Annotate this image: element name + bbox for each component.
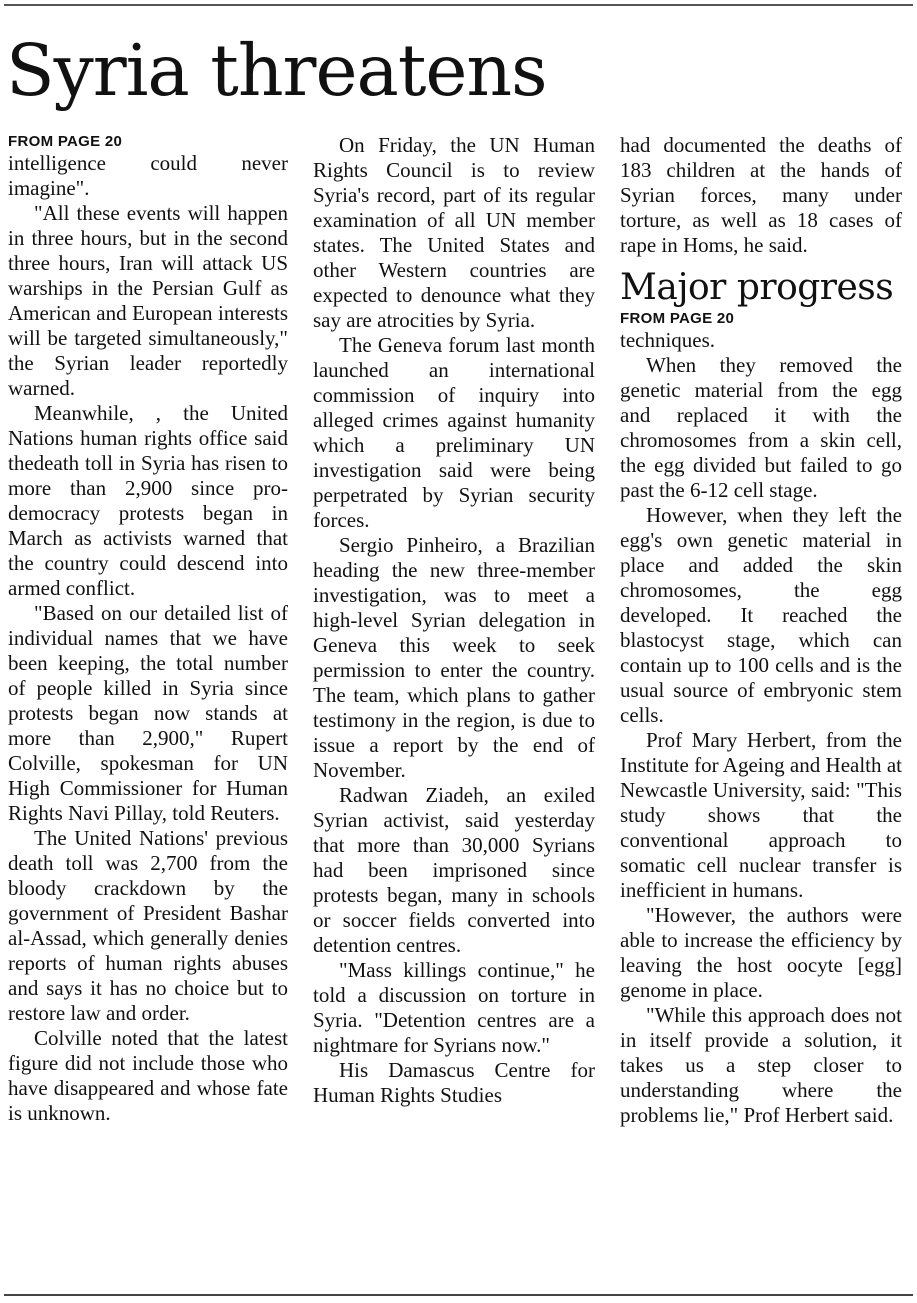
paragraph: The United Nations' previous death toll was 2,700 from the bloody crackdown by the government of President Bashar al-Assad, which generally denies reports of human rights abuses and says it has no choice but to restore law and order. bbox=[8, 826, 288, 1025]
continued-from-label: FROM PAGE 20 bbox=[8, 133, 123, 150]
paragraph: "All these events will happen in three hours, but in the second three hours, Iran will attack US warships in the Persian Gulf as American and European interests will be targeted simultaneously," the Syrian leader reportedly warned. bbox=[8, 201, 288, 400]
paragraph: "However, the authors were able to increase the efficiency by leaving the host oocyte [egg] genome in place. bbox=[620, 903, 902, 1002]
paragraph: "Mass killings continue," he told a discussion on torture in Syria. "Detention centres are a nightmare for Syrians now." bbox=[313, 958, 595, 1057]
paragraph: Colville noted that the latest figure did not include those who have disappeared and whose fate is unknown. bbox=[8, 1026, 288, 1125]
paragraph: When they removed the genetic material from the egg and replaced it with the chromosomes from a skin cell, the egg divided but failed to go past the 6-12 cell stage. bbox=[620, 353, 902, 502]
top-rule bbox=[4, 4, 913, 6]
paragraph: Prof Mary Herbert, from the Institute for Ageing and Health at Newcastle University, said: "This study shows that the conventional approach to somatic cell nuclear transfer is inefficient in humans. bbox=[620, 728, 902, 902]
column-2 bbox=[313, 133, 595, 1108]
paragraph: His Damascus Centre for Human Rights Studies bbox=[313, 1058, 595, 1107]
subheadline: Major progress bbox=[620, 267, 894, 308]
paragraph: intelligence could never imagine". bbox=[8, 151, 288, 200]
paragraph: Sergio Pinheiro, a Brazilian heading the new three-member investigation, was to meet a high-level Syrian delegation in Geneva this week to seek permission to enter the country. The team, which plans to gather testimony in the region, is due to issue a report by the end of November. bbox=[313, 533, 595, 782]
column-3 bbox=[620, 133, 902, 1128]
paragraph: techniques. bbox=[620, 328, 716, 352]
paragraph: Meanwhile, , the United Nations human rights office said thedeath toll in Syria has risen to more than 2,900 since pro-democracy protests began in March as activists warned that the country could descend into armed conflict. bbox=[8, 401, 288, 600]
paragraph: "While this approach does not in itself provide a solution, it takes us a step closer to understanding where the problems lie," Prof Herbert said. bbox=[620, 1003, 902, 1127]
paragraph: "Based on our detailed list of individual names that we have been keeping, the total number of people killed in Syria since protests began now stands at more than 2,900," Rupert Colville, spokesman for UN High Commissioner for Human Rights Navi Pillay, told Reuters. bbox=[8, 601, 288, 825]
paragraph: The Geneva forum last month launched an international commission of inquiry into alleged crimes against humanity which a preliminary UN investigation said were being perpetrated by Syrian security forces. bbox=[313, 333, 595, 532]
paragraph: On Friday, the UN Human Rights Council is to review Syria's record, part of its regular examination of all UN member states. The United States and other Western countries are expected to denounce what they say are atrocities by Syria. bbox=[313, 133, 595, 332]
paragraph: Radwan Ziadeh, an exiled Syrian activist, said yesterday that more than 30,000 Syrians had been imprisoned since protests began, many in schools or soccer fields converted into detention centres. bbox=[313, 783, 595, 957]
paragraph: had documented the deaths of 183 children at the hands of Syrian forces, many under torture, as well as 18 cases of rape in Homs, he said. bbox=[620, 133, 902, 257]
column-1 bbox=[8, 133, 288, 1126]
headline: Syria threatens bbox=[6, 29, 547, 112]
continued-from-label: FROM PAGE 20 bbox=[620, 310, 735, 327]
bottom-rule bbox=[4, 1294, 913, 1296]
paragraph: However, when they left the egg's own genetic material in place and added the skin chromosomes, the egg developed. It reached the blastocyst stage, which can contain up to 100 cells and is the usual source of embryonic stem cells. bbox=[620, 503, 902, 727]
